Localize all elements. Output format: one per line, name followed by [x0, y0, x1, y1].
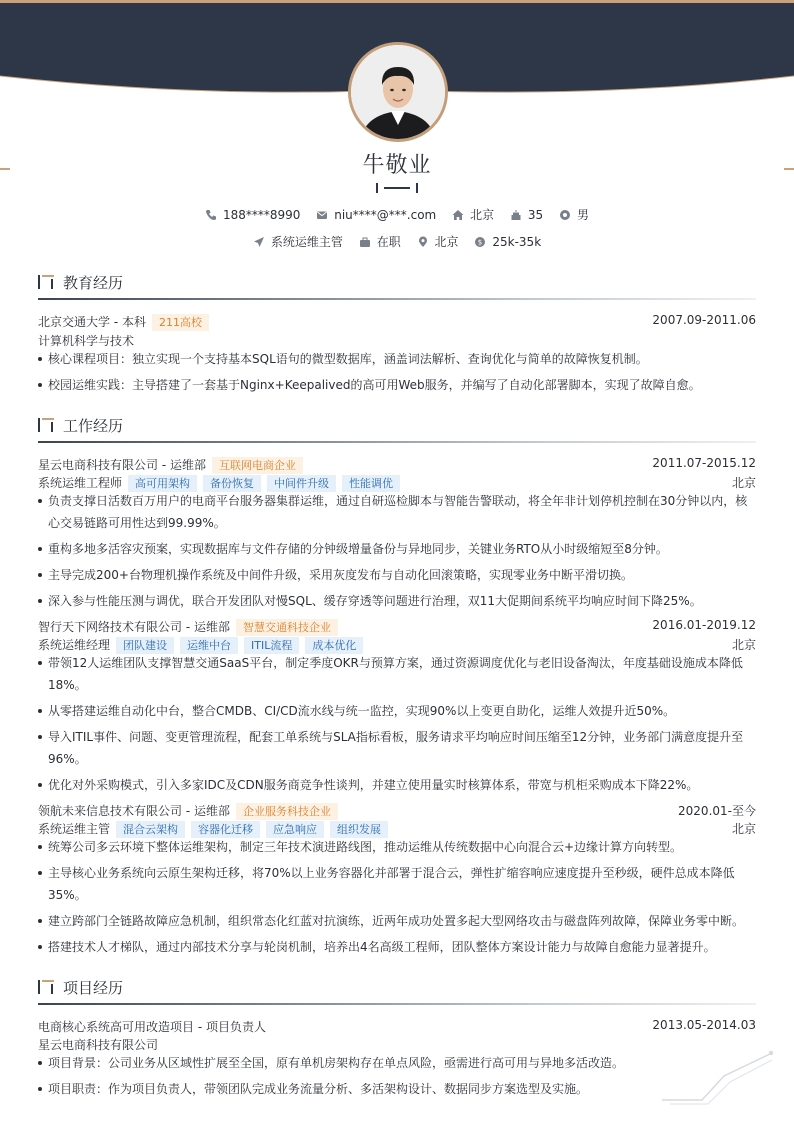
project-entry-head	[38, 1018, 756, 1036]
money-icon	[474, 236, 486, 248]
phone-text: 188****8990	[222, 207, 301, 222]
job-bullet: 主导核心业务系统向云原生架构迁移，将70%以上业务容器化并部署于混合云，弹性扩缩容响应速度提升至秒级，硬件总成本降低35%。	[38, 862, 750, 906]
avatar	[348, 42, 448, 142]
section-mark-icon	[38, 980, 54, 994]
email-text: niu****@***.com	[334, 207, 437, 222]
phone-icon	[205, 209, 217, 221]
education-period: 2007.09-2011.06	[652, 313, 756, 327]
project-name: 电商核心系统高可用改造项目 - 项目负责人	[38, 1020, 266, 1034]
hometown-text: 北京	[470, 208, 495, 222]
skill-tag: 成本优化	[305, 637, 363, 654]
company-tag: 智慧交通科技企业	[236, 619, 338, 636]
job-period: 2020.01-至今	[678, 804, 756, 818]
education-heading: 教育经历	[63, 274, 124, 292]
salary-text: 25k-35k	[492, 234, 542, 249]
company-tag: 互联网电商企业	[212, 457, 303, 474]
job-city: 北京	[731, 638, 756, 652]
job-bullet: 带领12人运维团队支撑智慧交通SaaS平台，制定季度OKR与预算方案，通过资源调度优化与老旧设备淘汰，年度基础设施成本降低18%。	[38, 652, 750, 696]
gender-item	[559, 206, 589, 223]
gender-text: 男	[577, 208, 590, 222]
work-heading: 工作经历	[63, 417, 124, 435]
job-entry-head	[38, 802, 756, 820]
skill-tag: 组织发展	[330, 821, 388, 838]
job-period: 2016.01-2019.12	[652, 618, 756, 632]
section-divider	[38, 298, 756, 300]
project-heading: 项目经历	[63, 979, 124, 997]
city-text: 北京	[434, 235, 459, 249]
company-tag: 企业服务科技企业	[236, 803, 338, 820]
job-period: 2011.07-2015.12	[652, 456, 756, 470]
job-entry-head	[38, 456, 756, 474]
work-section-title	[38, 415, 756, 437]
section-mark-icon	[38, 275, 54, 289]
education-bullet: 校园运维实践：主导搭建了一套基于Nginx+Keepalived的高可用Web服务，并编写了自动化部署脚本，实现了故障自愈。	[38, 374, 750, 396]
school-tag: 211高校	[152, 314, 209, 331]
skill-tag: 中间件升级	[267, 475, 336, 492]
svg-text:$: $	[478, 238, 483, 247]
job-title: 系统运维工程师	[38, 476, 123, 490]
status-text: 在职	[376, 235, 401, 249]
job-bullet: 建立跨部门全链路故障应急机制，组织常态化红蓝对抗演练，近两年成功处置多起大型网络攻击与磁盘阵列故障，保障业务零中断。	[38, 910, 750, 932]
section-divider	[38, 1003, 756, 1005]
hometown-item	[452, 206, 494, 223]
job-entry-head	[38, 618, 756, 636]
job-city: 北京	[731, 476, 756, 490]
education-section-title	[38, 272, 756, 294]
skill-tag: 团队建设	[116, 637, 174, 654]
skill-tag: ITIL流程	[244, 637, 299, 654]
send-icon	[253, 236, 265, 248]
section-mark-icon	[38, 418, 54, 432]
job-target-item	[253, 233, 343, 250]
job-bullet: 优化对外采购模式，引入多家IDC及CDN服务商竞争性谈判，并建立使用量实时核算体系，带宽与机柜采购成本下降22%。	[38, 774, 750, 796]
school-name: 北京交通大学 - 本科	[38, 315, 146, 329]
job-company: 领航未来信息技术有限公司 - 运维部	[38, 804, 230, 818]
corner-decoration	[658, 1046, 778, 1106]
skill-tag: 应急响应	[266, 821, 324, 838]
project-period: 2013.05-2014.03	[652, 1018, 756, 1032]
age-text: 35	[527, 207, 544, 222]
status-item	[359, 233, 401, 250]
project-section-title	[38, 977, 756, 999]
skill-tag: 容器化迁移	[191, 821, 260, 838]
job-bullet: 重构多地多活容灾预案，实现数据库与文件存储的分钟级增量备份与异地同步，关键业务RTO从小时级缩短至8分钟。	[38, 538, 750, 560]
cake-icon	[510, 209, 522, 221]
project-bullet: 项目背景：公司业务从区域性扩展至全国，原有单机房架构存在单点风险，亟需进行高可用与异地多活改造。	[38, 1052, 750, 1074]
location-icon	[417, 236, 429, 248]
salary-item	[474, 235, 541, 249]
intention-row	[0, 233, 794, 251]
gender-icon	[559, 209, 571, 221]
job-bullet: 负责支撑日活数百万用户的电商平台服务器集群运维，通过自研巡检脚本与智能告警联动，将全年非计划停机控制在30分钟以内，核心交易链路可用性达到99.99%。	[38, 490, 750, 534]
briefcase-icon	[359, 236, 371, 248]
job-bullet: 深入参与性能压测与调优，联合开发团队对慢SQL、缓存穿透等问题进行治理，双11大促期间系统平均响应时间下降25%。	[38, 590, 750, 612]
city-item	[417, 233, 459, 250]
job-target-text: 系统运维主管	[270, 235, 343, 249]
job-bullet: 导入ITIL事件、问题、变更管理流程，配套工单系统与SLA指标看板，服务请求平均响应时间压缩至12分钟，业务部门满意度提升至96%。	[38, 726, 750, 770]
job-bullet: 从零搭建运维自动化中台，整合CMDB、CI/CD流水线与统一监控，实现90%以上变更自助化，运维人效提升近50%。	[38, 700, 750, 722]
skill-tag: 性能调优	[342, 475, 400, 492]
email-item	[316, 208, 436, 222]
job-bullet: 主导完成200+台物理机操作系统及中间件升级，采用灰度发布与自动化回滚策略，实现零业务中断平滑切换。	[38, 564, 750, 586]
job-title: 系统运维经理	[38, 638, 111, 652]
skill-tag: 高可用架构	[128, 475, 197, 492]
job-bullet: 统筹公司多云环境下整体运维架构，制定三年技术演进路线图，推动运维从传统数据中心向混合云+边缘计算方向转型。	[38, 836, 750, 858]
project-company: 星云电商科技有限公司	[38, 1038, 159, 1052]
section-divider	[38, 441, 756, 443]
age-item	[510, 208, 543, 222]
job-city: 北京	[731, 822, 756, 836]
name-divider	[376, 182, 418, 194]
phone-item	[205, 208, 300, 222]
home-icon	[452, 209, 464, 221]
skill-tag: 备份恢复	[203, 475, 261, 492]
education-bullet: 核心课程项目：独立实现一个支持基本SQL语句的微型数据库，涵盖词法解析、查询优化与简单的故障恢复机制。	[38, 348, 750, 370]
candidate-name: 牛敬业	[362, 153, 432, 178]
education-entry-head	[38, 313, 756, 331]
contact-row	[0, 206, 794, 224]
skill-tag: 混合云架构	[116, 821, 185, 838]
job-company: 星云电商科技有限公司 - 运维部	[38, 458, 206, 472]
project-bullet: 项目职责：作为项目负责人，带领团队完成业务流量分析、多活架构设计、数据同步方案选型及实施。	[38, 1078, 750, 1100]
education-major: 计算机科学与技术	[38, 334, 135, 348]
job-company: 智行天下网络技术有限公司 - 运维部	[38, 620, 230, 634]
skill-tag: 运维中台	[180, 637, 238, 654]
email-icon	[316, 209, 328, 221]
job-title: 系统运维主管	[38, 822, 111, 836]
job-bullet: 搭建技术人才梯队，通过内部技术分享与轮岗机制，培养出4名高级工程师，团队整体方案设计能力与故障自愈能力显著提升。	[38, 936, 750, 958]
